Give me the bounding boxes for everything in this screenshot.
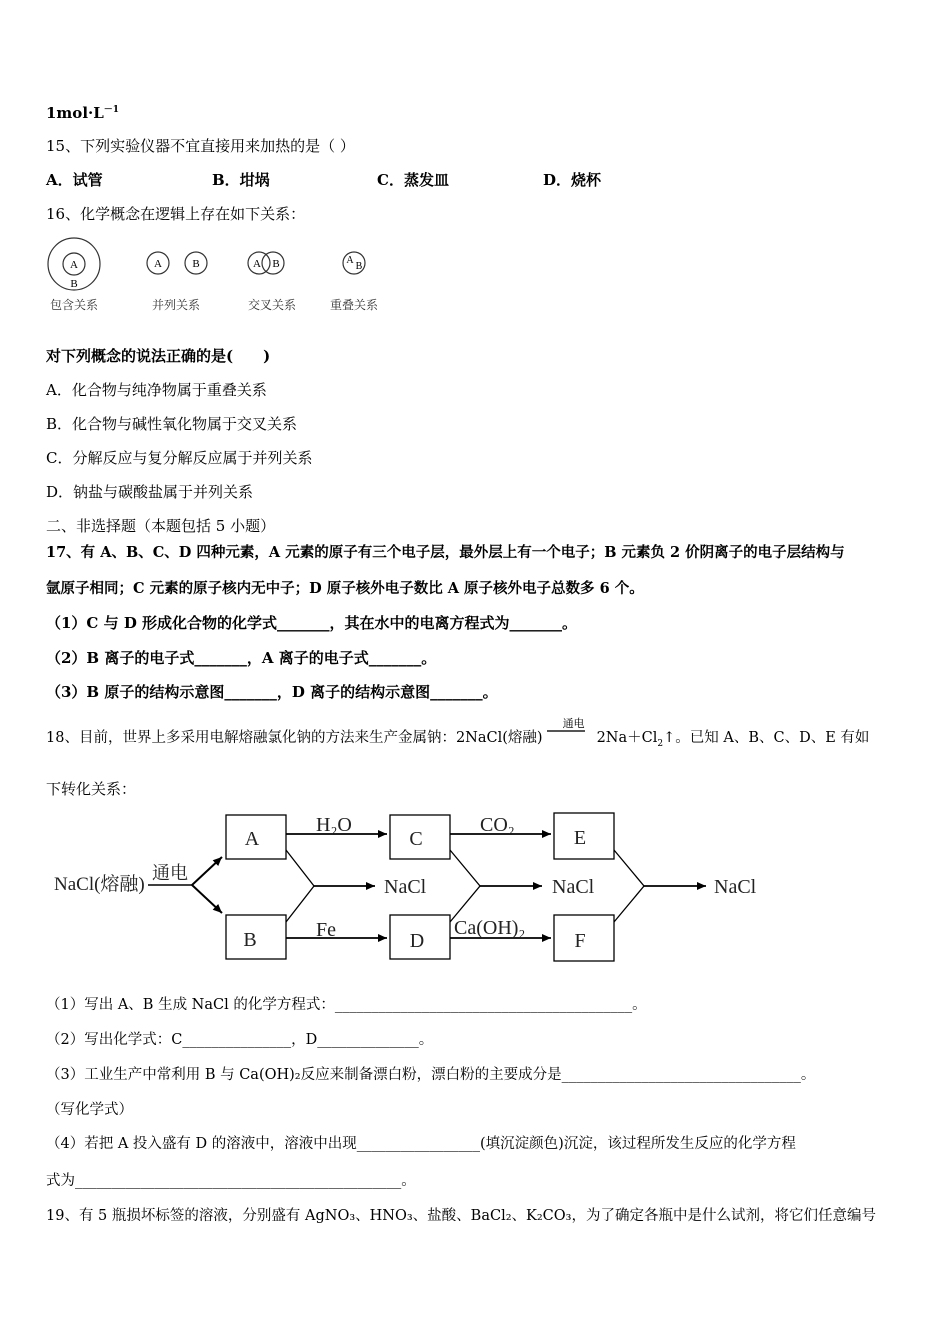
q15-option-c: C．蒸发皿 [377,171,449,189]
q17-line1: 17、有 A、B、C、D 四种元素，A 元素的原子有三个电子层，最外层上有一个电子；B 元素负 2 价阴离子的电子层结构与 [46,544,845,561]
venn-parallel-a: A [154,258,162,270]
arrow-to-b [192,885,222,913]
venn-label-inclusion: 包含关系 [50,298,99,312]
reagent-h2o: H₂O [316,814,352,836]
venn-inclusion-b: B [70,278,78,290]
q17-sub2: （2）B 离子的电子式_______，A 离子的电子式_______。 [46,649,437,667]
product-nacl-3: NaCl [714,876,757,898]
q15-option-b: B．坩埚 [212,171,270,189]
venn-parallel-b: B [192,258,200,270]
converge-ab [286,850,314,922]
q18-line1-sub: 2 [657,738,664,749]
q19-line1: 19、有 5 瓶损坏标签的溶液，分别盛有 AgNO₃、HNO₃、盐酸、BaCl₂、K₂CO₃，为了确定各瓶中是什么试剂，将它们任意编号 [46,1208,876,1224]
box-b-label: B [243,929,257,951]
section-heading: 二、非选择题（本题包括 5 小题） [46,517,276,535]
q17-sub3: （3）B 原子的结构示意图_______，D 离子的结构示意图_______。 [46,683,498,701]
q16-stem: 16、化学概念在逻辑上存在如下关系： [46,205,306,223]
arrow-to-a [192,857,222,885]
venn-overlap-b: B [355,261,363,272]
q15-stem: 15、下列实验仪器不宜直接用来加热的是（ ） [46,137,355,155]
q16-option-a: A．化合物与纯净物属于重叠关系 [46,381,267,399]
converge-cd [450,850,480,922]
q18-line1-c: ↑。已知 A、B、C、D、E 有如 [663,730,870,746]
condition-text: 通电 [562,717,585,730]
q17-sub1: （1）C 与 D 形成化合物的化学式_______，其在水中的电离方程式为_______。 [46,614,578,632]
q17-line2: 氩原子相同；C 元素的原子核内无中子；D 原子核外电子数比 A 原子核外电子总数多 6 个。 [46,580,644,597]
flow-start: NaCl(熔融) [54,874,145,895]
converge-ef [614,850,644,922]
box-e-label: E [573,827,587,849]
q18-line1 [46,717,870,754]
venn-overlap-a: A [346,255,354,266]
q18-sub3: （3）工业生产中常利用 B 与 Ca(OH)₂反应来制备漂白粉，漂白粉的主要成分是_________________________________。 [46,1067,816,1083]
venn-cross-a: A [253,258,261,270]
venn-label-overlap: 重叠关系 [330,298,379,312]
reagent-caoh2: Ca(OH)₂ [454,917,526,939]
reagent-fe: Fe [316,919,336,941]
q18-sub4-line2: 式为_____________________________________________。 [46,1173,416,1189]
venn-diagrams [40,236,400,296]
venn-cross-b: B [272,258,280,270]
q18-sub4-line1: （4）若把 A 投入盛有 D 的溶液中，溶液中出现_________________(填沉淀颜色)沉淀，该过程所发生反应的化学方程 [46,1136,796,1152]
venn-inclusion-a: A [70,259,78,271]
product-nacl-2: NaCl [552,876,595,898]
q18-sub1: （1）写出 A、B 生成 NaCl 的化学方程式：_________________________________________。 [46,997,647,1013]
flow-start-condition: 通电 [152,863,188,883]
condition-bar [547,730,585,732]
q16-option-c: C．分解反应与复分解反应属于并列关系 [46,449,313,467]
product-nacl-1: NaCl [384,876,427,898]
q18-flowchart [40,805,780,975]
q15-option-a: A．试管 [46,171,103,189]
q16-option-b: B．化合物与碱性氧化物属于交叉关系 [46,415,298,433]
q18-line1-b: 2Na＋Cl [596,730,658,746]
reagent-co2: CO₂ [480,814,515,836]
unit-superscript: －1 [103,105,120,115]
box-d-label: D [409,930,425,952]
venn-label-cross: 交叉关系 [248,298,297,312]
electrolysis-condition [543,717,597,748]
unit-main: 1mol·L [46,104,104,122]
box-a-label: A [244,828,260,850]
q18-sub3-note: （写化学式） [46,1102,133,1118]
q18-line1-a: 18、目前，世界上多采用电解熔融氯化钠的方法来生产金属钠：2NaCl(熔融) [46,730,543,746]
box-f-label: F [574,930,586,952]
q18-line2: 下转化关系： [46,780,137,798]
q18-sub2: （2）写出化学式：C_______________，D______________。 [46,1032,434,1048]
q15-option-d: D．烧杯 [543,171,602,189]
venn-label-parallel: 并列关系 [152,298,201,312]
box-c-label: C [409,828,423,850]
q16-option-d: D．钠盐与碳酸盐属于并列关系 [46,483,254,501]
unit-text [46,100,119,123]
q16-prompt: 对下列概念的说法正确的是( ) [46,347,271,365]
